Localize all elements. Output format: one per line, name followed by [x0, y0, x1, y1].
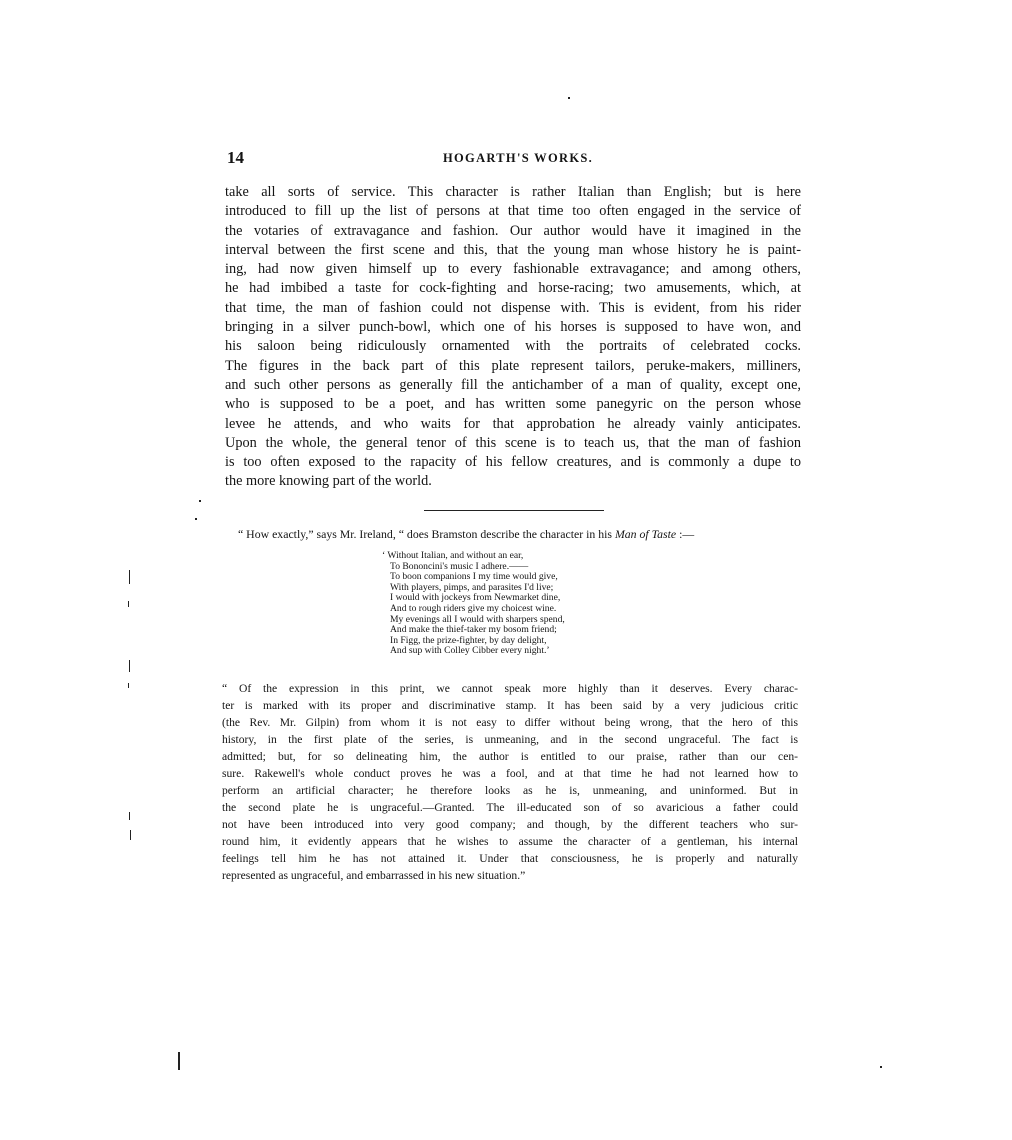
note-line: “ Of the expression in this print, we cannot speak more highly than it deserves. Every charac-	[222, 682, 798, 695]
note-line: round him, it evidently appears that he wishes to assume the character of a gentleman, his internal	[222, 835, 798, 848]
verse-line: With players, pimps, and parasites I'd live;	[390, 581, 554, 593]
verse-line: And sup with Colley Cibber every night.’	[390, 645, 550, 657]
note-line: represented as ungraceful, and embarrassed in his new situation.”	[222, 869, 526, 882]
text-line: the votaries of extravagance and fashion. Our author would have it imagined in the	[225, 222, 801, 239]
note-intro-text: “ How exactly,” says Mr. Ireland, “ does Bramston describe the character in his	[238, 527, 615, 541]
note-line: admitted; but, for so delineating him, the author is entitled to our praise, rather than our cen-	[222, 750, 798, 763]
verse-line: I would with jockeys from Newmarket dine,	[390, 592, 561, 604]
verse-line: In Figg, the prize-fighter, by day delight,	[390, 634, 547, 646]
verse-line: And to rough riders give my choicest wine.	[390, 602, 557, 614]
text-line: is too often exposed to the rapacity of his fellow creatures, and is commonly a dupe to	[225, 454, 801, 471]
text-line: levee he attends, and who waits for that approbation he already vainly anticipates.	[225, 415, 801, 432]
note-line: sure. Rakewell's whole conduct proves he was a fool, and at that time he had not learned how to	[222, 767, 798, 780]
text-line: the more knowing part of the world.	[225, 473, 432, 490]
text-line: who is supposed to be a poet, and has written some panegyric on the person whose	[225, 396, 801, 413]
note-line: perform an artificial character; he therefore looks as he is, unmeaning, and uninformed. But in	[222, 784, 798, 797]
scan-speck	[568, 97, 570, 99]
scan-speck	[199, 500, 201, 502]
scan-speck	[129, 812, 130, 820]
scan-speck	[880, 1066, 882, 1068]
text-line: interval between the first scene and this, that the young man whose history he is paint-	[225, 241, 801, 258]
note-line: not have been introduced into very good company; and though, by the different teachers who sur-	[222, 818, 798, 831]
note-line: the second plate he is ungraceful.—Granted. The ill-educated son of so avaricious a father could	[222, 801, 798, 814]
text-line: that time, the man of fashion could not dispense with. This is evident, from his rider	[225, 299, 801, 316]
page-number: 14	[227, 148, 244, 167]
note-line: history, in the first plate of the series, is unmeaning, and in the second ungraceful. The fact is	[222, 733, 798, 746]
scan-speck	[178, 1052, 180, 1070]
scan-speck	[130, 830, 131, 840]
text-line: The figures in the back part of this plate represent tailors, peruke-makers, milliners,	[225, 357, 801, 374]
verse-line: ‘ Without Italian, and without an ear,	[382, 550, 524, 561]
text-line: and such other persons as generally fill the antichamber of a man of quality, except one,	[225, 376, 801, 393]
verse-line: To Bononcini's music I adhere.——	[390, 560, 529, 572]
scan-speck	[129, 570, 130, 584]
text-line: take all sorts of service. This character is rather Italian than English; but is here	[225, 184, 801, 200]
scan-speck	[128, 601, 129, 607]
scan-speck	[128, 683, 129, 688]
verse-quotation	[382, 551, 565, 657]
main-paragraph	[225, 183, 801, 492]
verse-line: My evenings all I would with sharpers spend,	[390, 613, 565, 625]
note-intro-end: :—	[676, 527, 695, 541]
note-body	[222, 680, 798, 884]
text-line: Upon the whole, the general tenor of this scene is to teach us, that the man of fashion	[225, 434, 801, 451]
text-line: ing, had now given himself up to every fashionable extravagance; and among others,	[225, 261, 801, 278]
text-line: bringing in a silver punch-bowl, which one of his horses is supposed to have won, and	[225, 319, 801, 336]
verse-line: To boon companions I my time would give,	[390, 571, 558, 583]
note-intro	[238, 526, 798, 542]
section-divider	[424, 510, 604, 511]
quoted-title: Man of Taste	[614, 527, 677, 541]
verse-line: And make the thief-taker my bosom friend;	[390, 624, 557, 636]
text-line: he had imbibed a taste for cock-fighting and horse-racing; two amusements, which, at	[225, 280, 801, 297]
text-line: his saloon being ridiculously ornamented with the portraits of celebrated cocks.	[225, 338, 801, 355]
scan-speck	[129, 660, 130, 672]
note-line: (the Rev. Mr. Gilpin) from whom it is not easy to differ without being wrong, that the hero of this	[222, 716, 798, 729]
note-line: feelings tell him he has not attained it. Under that consciousness, he is properly and naturally	[222, 852, 798, 865]
running-head: HOGARTH'S WORKS.	[443, 151, 594, 165]
text-line: introduced to fill up the list of persons at that time too often engaged in the service of	[225, 203, 801, 220]
note-line: ter is marked with its proper and discriminative stamp. It has been said by a very judicious critic	[222, 699, 798, 712]
scan-speck	[195, 518, 197, 520]
